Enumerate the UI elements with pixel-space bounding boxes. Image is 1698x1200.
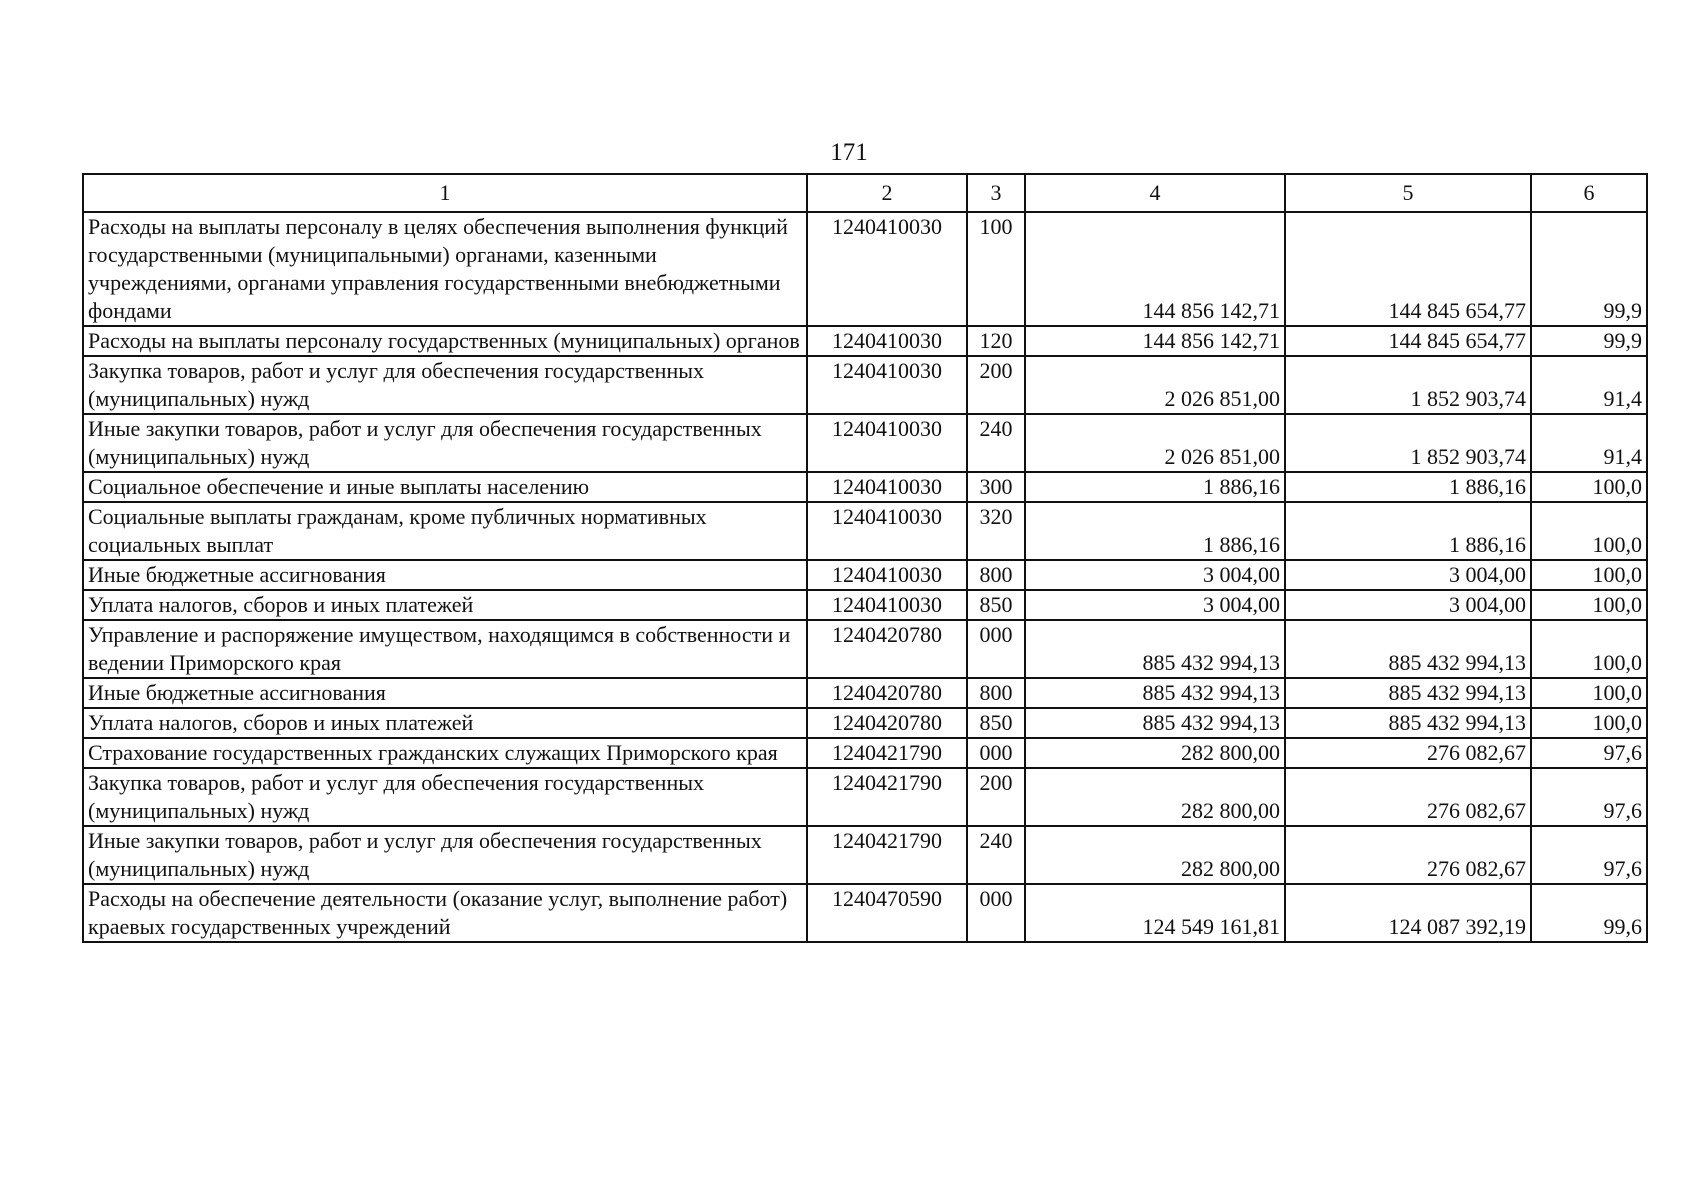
execution-percent-cell: 100,0 xyxy=(1531,560,1647,590)
execution-percent-cell: 99,6 xyxy=(1531,884,1647,942)
row-name-cell: Расходы на выплаты персоналу государственных (муниципальных) органов xyxy=(83,326,807,356)
expense-type-code-cell: 200 xyxy=(967,768,1025,826)
expense-type-code-cell: 850 xyxy=(967,590,1025,620)
column-header: 2 xyxy=(807,174,967,212)
target-article-code-cell: 1240420780 xyxy=(807,620,967,678)
column-header: 4 xyxy=(1025,174,1285,212)
expense-type-code-cell: 100 xyxy=(967,212,1025,326)
row-name-cell: Управление и распоряжение имуществом, находящимся в собственности и ведении Приморского края xyxy=(83,620,807,678)
target-article-code-cell: 1240410030 xyxy=(807,212,967,326)
execution-percent-cell: 99,9 xyxy=(1531,212,1647,326)
table-row xyxy=(83,768,1647,826)
executed-amount-cell: 885 432 994,13 xyxy=(1285,678,1531,708)
row-name-cell: Иные закупки товаров, работ и услуг для обеспечения государственных (муниципальных) нужд xyxy=(83,414,807,472)
planned-amount-cell: 282 800,00 xyxy=(1025,826,1285,884)
executed-amount-cell: 885 432 994,13 xyxy=(1285,620,1531,678)
execution-percent-cell: 100,0 xyxy=(1531,678,1647,708)
expense-type-code-cell: 320 xyxy=(967,502,1025,560)
target-article-code-cell: 1240410030 xyxy=(807,472,967,502)
target-article-code-cell: 1240410030 xyxy=(807,502,967,560)
row-name-cell: Страхование государственных гражданских служащих Приморского края xyxy=(83,738,807,768)
table-row xyxy=(83,708,1647,738)
planned-amount-cell: 144 856 142,71 xyxy=(1025,212,1285,326)
planned-amount-cell: 124 549 161,81 xyxy=(1025,884,1285,942)
execution-percent-cell: 100,0 xyxy=(1531,708,1647,738)
planned-amount-cell: 282 800,00 xyxy=(1025,768,1285,826)
column-number-row xyxy=(83,174,1647,212)
executed-amount-cell: 144 845 654,77 xyxy=(1285,326,1531,356)
table-row xyxy=(83,590,1647,620)
executed-amount-cell: 1 886,16 xyxy=(1285,472,1531,502)
column-header: 1 xyxy=(83,174,807,212)
row-name-cell: Уплата налогов, сборов и иных платежей xyxy=(83,708,807,738)
planned-amount-cell: 2 026 851,00 xyxy=(1025,356,1285,414)
row-name-cell: Социальное обеспечение и иные выплаты населению xyxy=(83,472,807,502)
expense-type-code-cell: 000 xyxy=(967,620,1025,678)
row-name-cell: Расходы на обеспечение деятельности (оказание услуг, выполнение работ) краевых государственных учреждений xyxy=(83,884,807,942)
execution-percent-cell: 100,0 xyxy=(1531,590,1647,620)
table-row xyxy=(83,560,1647,590)
target-article-code-cell: 1240420780 xyxy=(807,708,967,738)
planned-amount-cell: 885 432 994,13 xyxy=(1025,620,1285,678)
planned-amount-cell: 3 004,00 xyxy=(1025,560,1285,590)
expense-type-code-cell: 800 xyxy=(967,678,1025,708)
executed-amount-cell: 276 082,67 xyxy=(1285,768,1531,826)
table-row xyxy=(83,620,1647,678)
planned-amount-cell: 3 004,00 xyxy=(1025,590,1285,620)
table-row xyxy=(83,738,1647,768)
target-article-code-cell: 1240410030 xyxy=(807,560,967,590)
table-row xyxy=(83,884,1647,942)
planned-amount-cell: 2 026 851,00 xyxy=(1025,414,1285,472)
table-row xyxy=(83,414,1647,472)
execution-percent-cell: 97,6 xyxy=(1531,768,1647,826)
expense-type-code-cell: 120 xyxy=(967,326,1025,356)
row-name-cell: Иные закупки товаров, работ и услуг для обеспечения государственных (муниципальных) нужд xyxy=(83,826,807,884)
table-row xyxy=(83,826,1647,884)
target-article-code-cell: 1240421790 xyxy=(807,768,967,826)
planned-amount-cell: 144 856 142,71 xyxy=(1025,326,1285,356)
target-article-code-cell: 1240410030 xyxy=(807,590,967,620)
table-row xyxy=(83,502,1647,560)
execution-percent-cell: 97,6 xyxy=(1531,826,1647,884)
table-body xyxy=(83,212,1647,942)
target-article-code-cell: 1240470590 xyxy=(807,884,967,942)
expense-type-code-cell: 240 xyxy=(967,414,1025,472)
execution-percent-cell: 91,4 xyxy=(1531,414,1647,472)
expense-type-code-cell: 300 xyxy=(967,472,1025,502)
target-article-code-cell: 1240410030 xyxy=(807,414,967,472)
table-row xyxy=(83,356,1647,414)
executed-amount-cell: 1 852 903,74 xyxy=(1285,414,1531,472)
executed-amount-cell: 276 082,67 xyxy=(1285,738,1531,768)
executed-amount-cell: 885 432 994,13 xyxy=(1285,708,1531,738)
expense-type-code-cell: 000 xyxy=(967,738,1025,768)
target-article-code-cell: 1240410030 xyxy=(807,356,967,414)
executed-amount-cell: 1 886,16 xyxy=(1285,502,1531,560)
budget-table xyxy=(82,173,1648,943)
expense-type-code-cell: 800 xyxy=(967,560,1025,590)
execution-percent-cell: 100,0 xyxy=(1531,502,1647,560)
expense-type-code-cell: 850 xyxy=(967,708,1025,738)
row-name-cell: Иные бюджетные ассигнования xyxy=(83,678,807,708)
row-name-cell: Расходы на выплаты персоналу в целях обеспечения выполнения функций государственными (муниципальными) органами, казенными учреждениями, органами управления государственными внебюджетными фондами xyxy=(83,212,807,326)
executed-amount-cell: 276 082,67 xyxy=(1285,826,1531,884)
execution-percent-cell: 97,6 xyxy=(1531,738,1647,768)
column-header: 3 xyxy=(967,174,1025,212)
planned-amount-cell: 1 886,16 xyxy=(1025,472,1285,502)
target-article-code-cell: 1240421790 xyxy=(807,738,967,768)
planned-amount-cell: 1 886,16 xyxy=(1025,502,1285,560)
planned-amount-cell: 282 800,00 xyxy=(1025,738,1285,768)
expense-type-code-cell: 240 xyxy=(967,826,1025,884)
page-number: 171 xyxy=(830,139,868,166)
table-row xyxy=(83,472,1647,502)
executed-amount-cell: 3 004,00 xyxy=(1285,590,1531,620)
executed-amount-cell: 3 004,00 xyxy=(1285,560,1531,590)
row-name-cell: Закупка товаров, работ и услуг для обеспечения государственных (муниципальных) нужд xyxy=(83,356,807,414)
execution-percent-cell: 100,0 xyxy=(1531,472,1647,502)
executed-amount-cell: 1 852 903,74 xyxy=(1285,356,1531,414)
table-row xyxy=(83,212,1647,326)
column-header: 5 xyxy=(1285,174,1531,212)
row-name-cell: Закупка товаров, работ и услуг для обеспечения государственных (муниципальных) нужд xyxy=(83,768,807,826)
row-name-cell: Уплата налогов, сборов и иных платежей xyxy=(83,590,807,620)
executed-amount-cell: 124 087 392,19 xyxy=(1285,884,1531,942)
row-name-cell: Социальные выплаты гражданам, кроме публичных нормативных социальных выплат xyxy=(83,502,807,560)
execution-percent-cell: 99,9 xyxy=(1531,326,1647,356)
target-article-code-cell: 1240421790 xyxy=(807,826,967,884)
table-row xyxy=(83,326,1647,356)
execution-percent-cell: 100,0 xyxy=(1531,620,1647,678)
target-article-code-cell: 1240420780 xyxy=(807,678,967,708)
planned-amount-cell: 885 432 994,13 xyxy=(1025,678,1285,708)
executed-amount-cell: 144 845 654,77 xyxy=(1285,212,1531,326)
expense-type-code-cell: 200 xyxy=(967,356,1025,414)
expense-type-code-cell: 000 xyxy=(967,884,1025,942)
planned-amount-cell: 885 432 994,13 xyxy=(1025,708,1285,738)
execution-percent-cell: 91,4 xyxy=(1531,356,1647,414)
row-name-cell: Иные бюджетные ассигнования xyxy=(83,560,807,590)
column-header: 6 xyxy=(1531,174,1647,212)
target-article-code-cell: 1240410030 xyxy=(807,326,967,356)
table-row xyxy=(83,678,1647,708)
